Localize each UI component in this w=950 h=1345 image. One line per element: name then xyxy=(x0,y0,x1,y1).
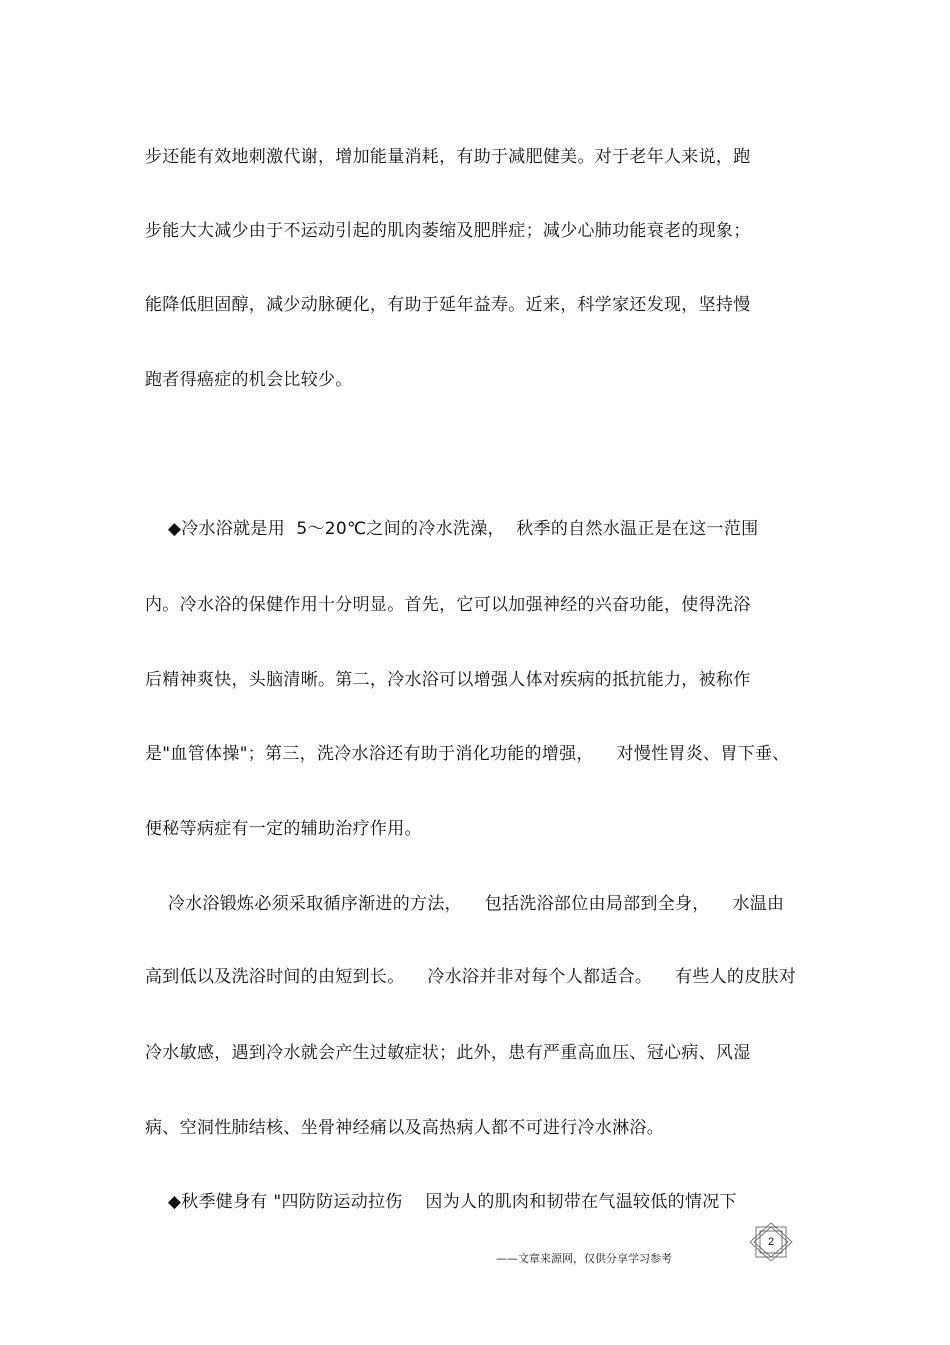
text-line: 冷水浴锻炼必须采取循序渐进的方法， 包括洗浴部位由局部到全身， 水温由 xyxy=(145,894,785,914)
text-line: 是"血管体操"；第三，洗冷水浴还有助于消化功能的增强， 对慢性胃炎、胃下垂、 xyxy=(145,744,790,764)
text-line: 步还能有效地刺激代谢，增加能量消耗，有助于减肥健美。对于老年人来说，跑 xyxy=(145,147,751,167)
footer-source-note: ——文章来源网，仅供分享学习参考 xyxy=(496,1252,672,1265)
text-line: 后精神爽快，头脑清晰。第二，冷水浴可以增强人体对疾病的抵抗能力，被称作 xyxy=(145,670,751,690)
text-line: 便秘等病症有一定的辅助治疗作用。 xyxy=(145,819,422,839)
text-line: 跑者得癌症的机会比较少。 xyxy=(145,370,353,390)
text-line: 步能大大减少由于不运动引起的肌肉萎缩及肥胖症；减少心肺功能衰老的现象； xyxy=(145,221,751,241)
text-line: ◆秋季健身有 "四防防运动拉伤 因为人的肌肉和韧带在气温较低的情况下 xyxy=(145,1192,737,1212)
page-number-badge xyxy=(748,1222,794,1262)
text-line: 高到低以及洗浴时间的由短到长。 冷水浴并非对每个人都适合。 有些人的皮肤对 xyxy=(145,967,797,987)
page-number: 2 xyxy=(767,1236,775,1248)
text-line: 病、空洞性肺结核、坐骨神经痛以及高热病人都不可进行冷水淋浴。 xyxy=(145,1118,664,1138)
text-line: 内。冷水浴的保健作用十分明显。首先，它可以加强神经的兴奋功能，使得洗浴 xyxy=(145,595,751,615)
text-line: ◆冷水浴就是用 5～20℃之间的冷水洗澡， 秋季的自然水温正是在这一范围 xyxy=(145,519,759,539)
text-line: 冷水敏感，遇到冷水就会产生过敏症状；此外，患有严重高血压、冠心病、风湿 xyxy=(145,1043,751,1063)
text-line: 能降低胆固醇，减少动脉硬化，有助于延年益寿。近来，科学家还发现，坚持慢 xyxy=(145,295,751,315)
